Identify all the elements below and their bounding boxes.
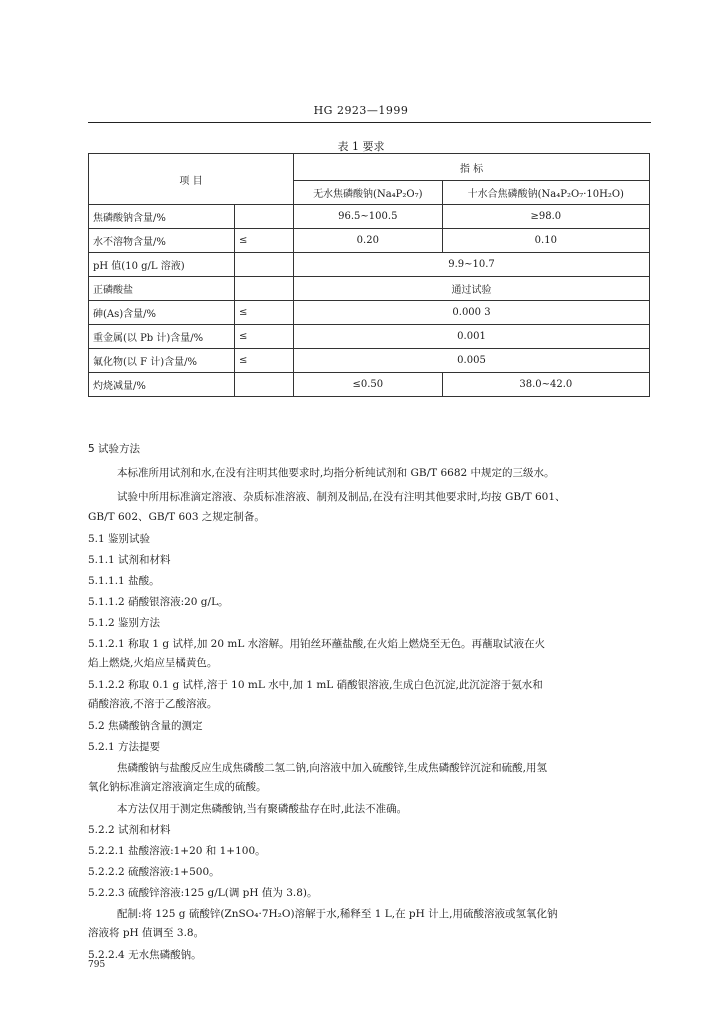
row-item: 氟化物(以 F 计)含量/% (89, 349, 235, 373)
section-heading: 5.1 鉴别试验 (88, 533, 151, 545)
clause-line: 5.2.2.2 硫酸溶液:1+500。 (88, 866, 220, 878)
page-number: 795 (88, 960, 106, 970)
table-row (89, 373, 650, 397)
paragraph-line: 本方法仅用于测定焦磷酸钠,当有聚磷酸盐存在时,此法不准确。 (117, 803, 408, 815)
table-row (89, 253, 650, 277)
col-index-header: 指 标 (294, 154, 650, 181)
row-value-decahydrate: 0.10 (442, 229, 649, 253)
clause-line: 5.1.1.2 硝酸银溶液:20 g/L。 (88, 596, 229, 608)
table-row (89, 277, 650, 301)
row-comparator (235, 253, 294, 277)
row-comparator: ≤ (235, 301, 294, 325)
row-item: 焦磷酸钠含量/% (89, 205, 235, 229)
section-heading: 5.2.2 试剂和材料 (88, 824, 171, 836)
row-value-anhydrous: 96.5~100.5 (294, 205, 443, 229)
row-value: 0.005 (294, 349, 650, 373)
clause-line: 5.2.2.3 硫酸锌溶液:125 g/L(调 pH 值为 3.8)。 (88, 887, 318, 899)
row-value-decahydrate: 38.0~42.0 (442, 373, 649, 397)
clause-line: 5.1.2.1 称取 1 g 试样,加 20 mL 水溶解。用铂丝环蘸盐酸,在火焰上燃烧至无色。再蘸取试液在火 (88, 638, 545, 650)
table-row (89, 229, 650, 253)
row-item: 灼烧减量/% (89, 373, 235, 397)
page-header: HG 2923—1999 (313, 104, 409, 117)
section-heading: 5 试验方法 (88, 443, 141, 455)
row-item: 重金属(以 Pb 计)含量/% (89, 325, 235, 349)
col-item-header: 项 目 (89, 154, 294, 205)
table-row (89, 301, 650, 325)
row-comparator (235, 373, 294, 397)
row-value: 0.000 3 (294, 301, 650, 325)
clause-line: 硝酸溶液,不溶于乙酸溶液。 (88, 698, 218, 710)
table-row (89, 325, 650, 349)
col-anhydrous-header: 无水焦磷酸钠(Na₄P₂O₇) (294, 181, 443, 205)
paragraph-line: 配制:将 125 g 硫酸锌(ZnSO₄·7H₂O)溶解于水,稀释至 1 L,在 pH 计上,用硫酸溶液或氢氧化钠 (117, 908, 558, 920)
paragraph-line: 本标准所用试剂和水,在没有注明其他要求时,均指分析纯试剂和 GB/T 6682 中规定的三级水。 (117, 467, 555, 479)
row-comparator (235, 277, 294, 301)
paragraph-line: GB/T 602、GB/T 603 之规定制备。 (88, 511, 265, 523)
row-comparator: ≤ (235, 229, 294, 253)
clause-line: 5.1.2.2 称取 0.1 g 试样,溶于 10 mL 水中,加 1 mL 硝酸银溶液,生成白色沉淀,此沉淀溶于氨水和 (88, 679, 543, 691)
table-header-row (89, 154, 650, 181)
paragraph-line: 焦磷酸钠与盐酸反应生成焦磷酸二氢二钠,向溶液中加入硫酸锌,生成焦磷酸锌沉淀和硫酸,用氢 (117, 762, 548, 774)
clause-line: 5.2.2.1 盐酸溶液:1+20 和 1+100。 (88, 845, 266, 857)
row-value: 0.001 (294, 325, 650, 349)
col-decahydrate-header: 十水合焦磷酸钠(Na₄P₂O₇·10H₂O) (442, 181, 649, 205)
row-value-decahydrate: ≥98.0 (442, 205, 649, 229)
paragraph-line: 试验中所用标准滴定溶液、杂质标准溶液、制剂及制品,在没有注明其他要求时,均按 GB/T 601、 (117, 491, 566, 503)
paragraph-line: 氧化钠标准滴定溶液滴定生成的硫酸。 (88, 781, 267, 793)
row-comparator: ≤ (235, 349, 294, 373)
clause-line: 焰上燃烧,火焰应呈橘黄色。 (88, 657, 218, 669)
section-heading: 5.2.1 方法提要 (88, 741, 161, 753)
row-comparator: ≤ (235, 325, 294, 349)
section-heading: 5.1.2 鉴别方法 (88, 617, 161, 629)
paragraph-line: 溶液将 pH 值调至 3.8。 (88, 927, 205, 939)
row-value-anhydrous: ≤0.50 (294, 373, 443, 397)
row-value-anhydrous: 0.20 (294, 229, 443, 253)
row-item: pH 值(10 g/L 溶液) (89, 253, 235, 277)
requirements-table (88, 153, 650, 397)
header-rule (88, 122, 651, 123)
row-value: 9.9~10.7 (294, 253, 650, 277)
section-heading: 5.2 焦磷酸钠含量的测定 (88, 720, 203, 732)
table-row (89, 349, 650, 373)
row-value: 通过试验 (294, 277, 650, 301)
row-comparator (235, 205, 294, 229)
row-item: 砷(As)含量/% (89, 301, 235, 325)
table-row (89, 205, 650, 229)
clause-line: 5.2.2.4 无水焦磷酸钠。 (88, 949, 202, 961)
table-caption: 表 1 要求 (337, 140, 385, 153)
row-item: 正磷酸盐 (89, 277, 235, 301)
row-item: 水不溶物含量/% (89, 229, 235, 253)
clause-line: 5.1.1.1 盐酸。 (88, 575, 160, 587)
section-heading: 5.1.1 试剂和材料 (88, 554, 171, 566)
